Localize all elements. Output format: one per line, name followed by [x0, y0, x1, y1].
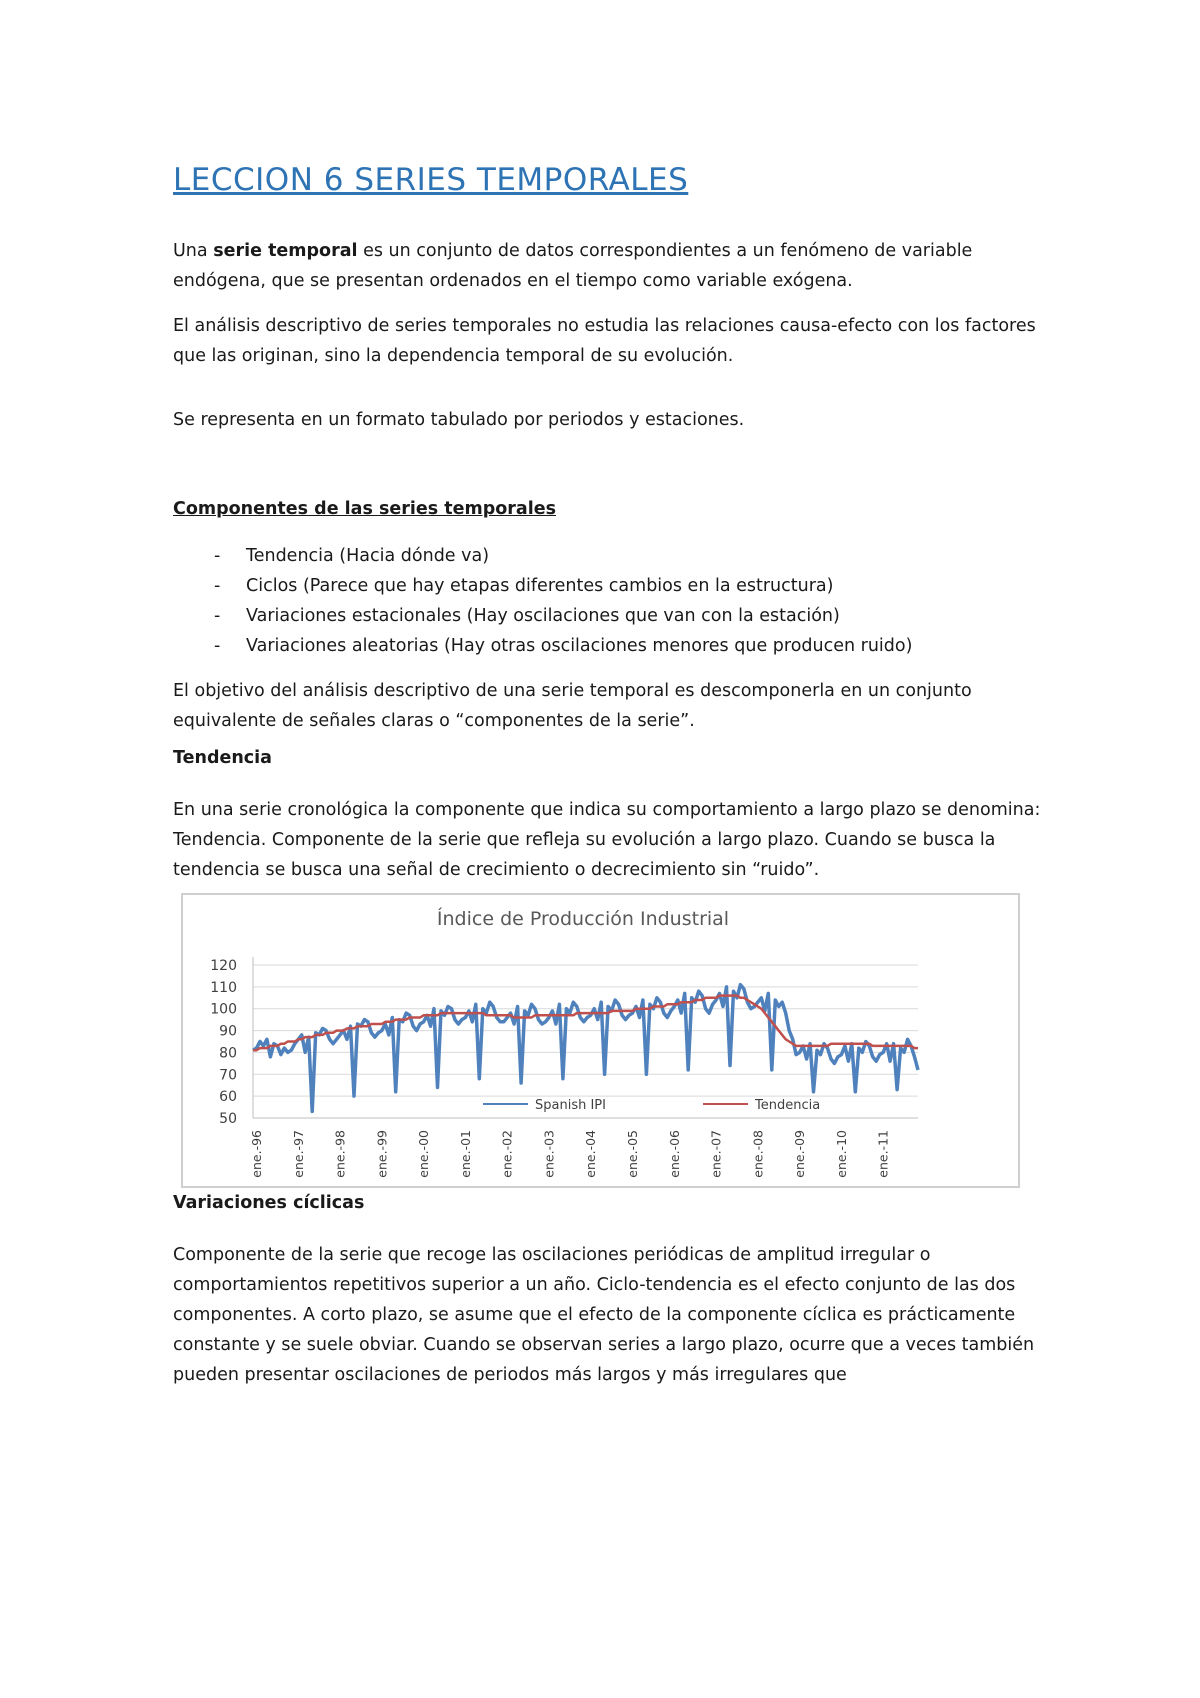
bullet-marker: - [214, 636, 221, 656]
x-tick-label: ene.-10 [833, 1130, 849, 1178]
tendencia-paragraph: En una serie cronológica la componente que indica su comportamiento a largo plazo se denomina: Tendencia. Componente de la serie que refleja su evolución a largo plazo. Cuando se busca la tendencia se busca una señal de crecimiento o decrecimiento sin “ruido”. [173, 800, 1041, 880]
x-tick-label: ene.-97 [290, 1130, 306, 1178]
list-item-text: Variaciones aleatorias (Hay otras oscilaciones menores que producen ruido) [246, 636, 913, 656]
intro-paragraph-3: Se representa en un formato tabulado por periodos y estaciones. [173, 410, 745, 430]
x-tick-label: ene.-04 [583, 1130, 599, 1178]
x-tick-label: ene.-09 [792, 1130, 808, 1178]
y-tick-label: 80 [219, 1045, 237, 1062]
bullet-marker: - [214, 546, 221, 566]
x-tick-label: ene.-01 [457, 1130, 473, 1178]
x-tick-label: ene.-00 [416, 1130, 432, 1178]
y-tick-label: 60 [219, 1089, 237, 1106]
ciclicas-paragraph: Componente de la serie que recoge las oscilaciones periódicas de amplitud irregular o comportamientos repetitivos superior a un año. Ciclo-tendencia es el efecto conjunto de las dos componentes. A corto plazo, se asume que el efecto de la componente cíclica es prácticamente constante y se suele obviar. Cuando se observan series a largo plazo, ocurre que a veces también pueden presentar oscilaciones de periodos más largos y más irregulares que [173, 1245, 1035, 1385]
intro-p1-post: es un conjunto de datos correspondientes a un fenómeno de variable endógena, que se presentan ordenados en el tiempo como variable exógena. [173, 241, 973, 291]
x-tick-label: ene.-07 [708, 1130, 724, 1178]
chart-title: Índice de Producción Industrial [436, 908, 730, 930]
ciclicas-heading: Variaciones cíclicas [173, 1193, 365, 1213]
intro-p1-bold: serie temporal [213, 241, 358, 261]
y-tick-label: 50 [219, 1111, 237, 1127]
x-tick-label: ene.-11 [875, 1130, 891, 1178]
list-item [173, 601, 912, 631]
series-line [253, 985, 918, 1112]
y-tick-label: 70 [219, 1067, 237, 1084]
intro-p1-pre: Una [173, 241, 214, 261]
y-tick-label: 100 [210, 1001, 237, 1018]
x-tick-label: ene.-99 [374, 1130, 390, 1178]
components-list [173, 541, 912, 661]
intro-paragraph-1 [173, 236, 1043, 296]
x-tick-label: ene.-06 [666, 1130, 682, 1178]
y-tick-label: 110 [210, 979, 237, 996]
x-tick-label: ene.-03 [541, 1130, 557, 1178]
list-item [173, 631, 912, 661]
chart-y-axis [210, 958, 237, 1127]
ipi-chart-svg [183, 895, 1018, 1186]
legend-label: Tendencia [755, 1098, 821, 1113]
list-item [173, 571, 912, 601]
y-tick-label: 90 [219, 1023, 237, 1040]
bullet-marker: - [214, 606, 221, 626]
x-tick-label: ene.-02 [499, 1130, 515, 1178]
x-tick-label: ene.-08 [750, 1130, 766, 1178]
document-title: LECCION 6 SERIES TEMPORALES [173, 162, 689, 198]
x-tick-label: ene.-98 [332, 1130, 348, 1178]
x-tick-label: ene.-96 [249, 1130, 264, 1178]
y-tick-label: 120 [210, 958, 237, 974]
bullet-marker: - [214, 576, 221, 596]
ipi-chart [181, 893, 1020, 1188]
legend-label: Spanish IPI [535, 1098, 606, 1113]
chart-x-axis [249, 1130, 891, 1178]
x-tick-label: ene.-05 [625, 1130, 641, 1178]
list-item-text: Variaciones estacionales (Hay oscilaciones que van con la estación) [246, 606, 840, 626]
tendencia-heading: Tendencia [173, 748, 272, 768]
chart-legend [483, 1098, 820, 1113]
objective-paragraph: El objetivo del análisis descriptivo de una serie temporal es descomponerla en un conjunto equivalente de señales claras o “componentes de la serie”. [173, 681, 972, 731]
list-item-text: Ciclos (Parece que hay etapas diferentes cambios en la estructura) [246, 576, 834, 596]
list-item-text: Tendencia (Hacia dónde va) [246, 546, 490, 566]
components-heading: Componentes de las series temporales [173, 499, 557, 519]
chart-series [253, 985, 918, 1112]
intro-paragraph-2: El análisis descriptivo de series temporales no estudia las relaciones causa-efecto con los factores que las originan, sino la dependencia temporal de su evolución. [173, 316, 1036, 366]
list-item [173, 541, 912, 571]
